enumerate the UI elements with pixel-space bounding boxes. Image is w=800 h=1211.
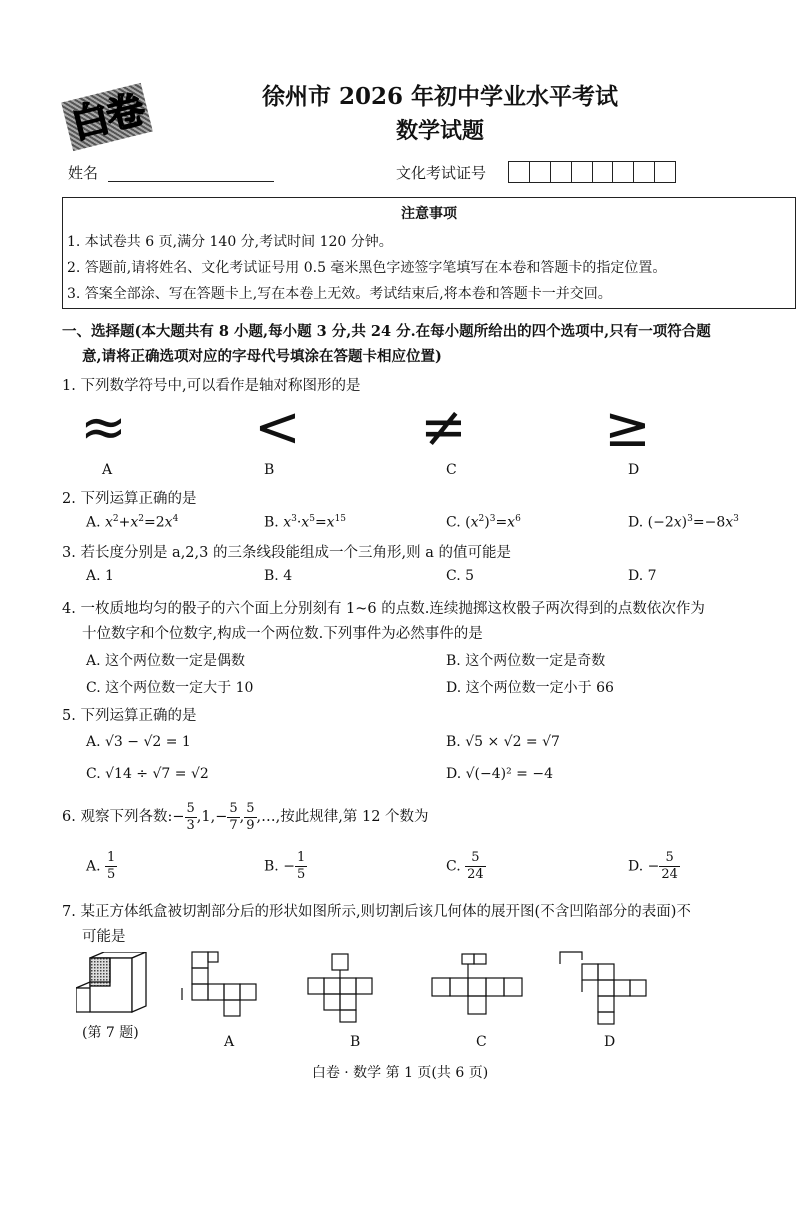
question-1-stem: 1. 下列数学符号中,可以看作是轴对称图形的是 xyxy=(62,378,361,394)
option-a-label: A xyxy=(102,462,113,478)
q4-option-d: D. 这个两位数一定小于 66 xyxy=(446,680,614,696)
question-4-stem: 4. 一枚质地均匀的骰子的六个面上分别刻有 1~6 的点数.连续抛掷这枚骰子两次得到的点数依次作为 xyxy=(62,601,705,617)
q5-option-c: C. √14 ÷ √7 = √2 xyxy=(86,766,209,782)
q3-option-c: C. 5 xyxy=(446,568,475,584)
notice-item: 3. 答案全部涂、写在答题卡上,写在本卷上无效。考试结束后,将本卷和答题卡一并交回。 xyxy=(67,286,612,302)
notice-title: 注意事项 xyxy=(401,206,457,222)
net-a-label: A xyxy=(224,1034,235,1050)
notice-box xyxy=(62,197,796,309)
question-6-stem: 6. 观察下列各数:− $\frac{5}{3}$ ,1,− $\frac{5}{7}$ , $\frac{5}{9}$ ,…,按此规律,第 12 个数为 xyxy=(62,800,429,833)
cut-cube-figure xyxy=(76,952,156,1020)
question-3-stem: 3. 若长度分别是 a,2,3 的三条线段能组成一个三角形,则 a 的值可能是 xyxy=(62,545,511,561)
q3-option-d: D. 7 xyxy=(628,568,657,584)
q5-option-d: D. √(−4)² = −4 xyxy=(446,766,553,782)
option-b-label: B xyxy=(264,462,275,478)
q6-option-c: C. $\frac{5}{24}$ xyxy=(446,850,484,882)
white-paper-badge: 白卷 xyxy=(61,83,153,151)
net-option-d xyxy=(556,950,656,1030)
q3-option-a: A. 1 xyxy=(86,568,114,584)
q6-option-a: A. $\frac{1}{5}$ xyxy=(86,850,116,882)
net-b-label: B xyxy=(350,1034,361,1050)
q2-option-d: D. $(-2x)^3=-8x^3$ xyxy=(628,514,739,531)
net-d-label: D xyxy=(604,1034,616,1050)
q5-option-b: B. √5 × √2 = √7 xyxy=(446,734,560,750)
q4-option-a: A. 这个两位数一定是偶数 xyxy=(86,653,246,669)
net-c-label: C xyxy=(476,1034,487,1050)
question-2-stem: 2. 下列运算正确的是 xyxy=(62,491,197,507)
q4-option-c: C. 这个两位数一定大于 10 xyxy=(86,680,254,696)
exam-title: 徐州市 2026 年初中学业水平考试 xyxy=(261,83,619,110)
q2-option-c: C. $(x^2)^3=x^6$ xyxy=(446,514,521,531)
option-d-symbol: ≥ xyxy=(604,395,651,460)
name-label: 姓名 xyxy=(68,164,99,182)
exam-id-label: 文化考试证号 xyxy=(396,164,487,182)
notice-item: 2. 答题前,请将姓名、文化考试证号用 0.5 毫米黑色字迹签字笔填写在本卷和答题卡的指定位置。 xyxy=(67,260,667,276)
option-c-label: C xyxy=(446,462,457,478)
net-option-a xyxy=(176,950,276,1030)
question-5-stem: 5. 下列运算正确的是 xyxy=(62,708,197,724)
q2-option-a: A. $x^2+x^2=2x^4$ xyxy=(86,514,179,531)
q5-option-a: A. √3 − √2 = 1 xyxy=(86,734,191,750)
q6-option-b: B. − $\frac{1}{5}$ xyxy=(264,850,306,882)
question-7-stem: 7. 某正方体纸盒被切割部分后的形状如图所示,则切割后该几何体的展开图(不含凹陷部分的表面)不 xyxy=(62,904,691,920)
name-field[interactable] xyxy=(108,181,274,182)
figure-7-caption: (第 7 题) xyxy=(82,1025,139,1041)
net-option-b xyxy=(300,952,400,1032)
exam-subtitle: 数学试题 xyxy=(395,118,484,144)
option-a-symbol: ≈ xyxy=(80,395,127,460)
section-heading: 一、选择题(本大题共有 8 小题,每小题 3 分,共 24 分.在每小题所给出的四个选项中,只有一项符合题 xyxy=(62,323,711,340)
q4-option-b: B. 这个两位数一定是奇数 xyxy=(446,653,606,669)
exam-id-boxes[interactable] xyxy=(508,161,676,183)
section-heading-cont: 意,请将正确选项对应的字母代号填涂在答题卡相应位置) xyxy=(82,348,442,365)
notice-item: 1. 本试卷共 6 页,满分 140 分,考试时间 120 分钟。 xyxy=(67,234,393,250)
option-b-symbol: < xyxy=(254,395,301,460)
q6-option-d: D. − $\frac{5}{24}$ xyxy=(628,850,678,882)
option-c-symbol: ≠ xyxy=(420,395,467,460)
question-4-stem-cont: 十位数字和个位数字,构成一个两位数.下列事件为必然事件的是 xyxy=(82,626,483,642)
option-d-label: D xyxy=(628,462,640,478)
question-7-stem-cont: 可能是 xyxy=(82,929,126,945)
q3-option-b: B. 4 xyxy=(264,568,293,584)
page-footer: 白卷 · 数学 第 1 页(共 6 页) xyxy=(311,1065,489,1081)
net-option-c xyxy=(428,952,528,1032)
q2-option-b: B. $x^3\cdot x^5=x^{15}$ xyxy=(264,514,347,531)
